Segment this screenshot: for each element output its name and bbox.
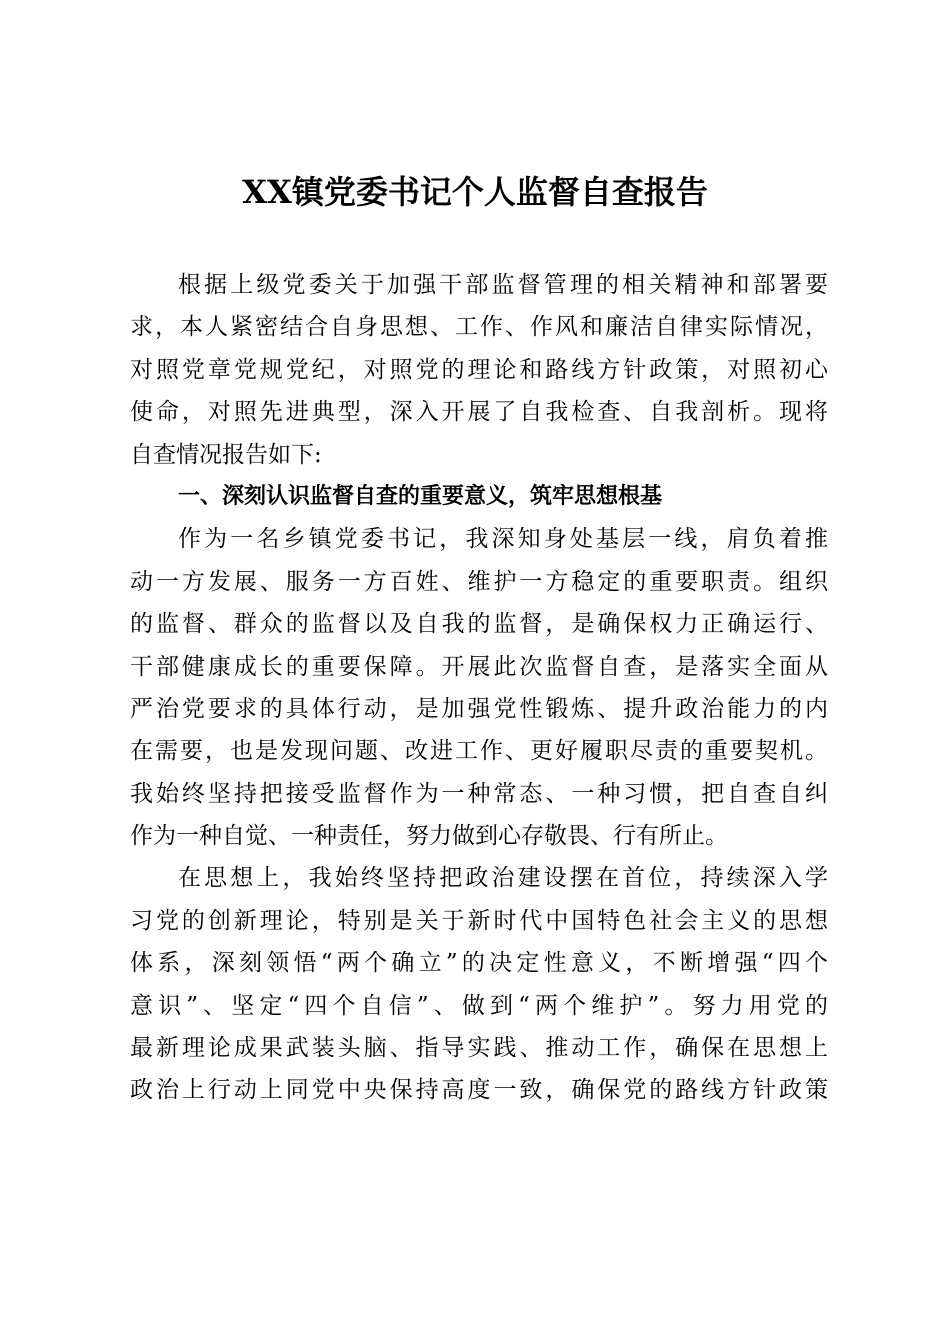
paragraph-3-line-6: 政治上行动上同党中央保持高度一致，确保党的路线方针政策 (130, 1077, 828, 1104)
paragraph-3-line-2: 习党的创新理论，特别是关于新时代中国特色社会主义的思想 (130, 907, 828, 934)
paragraph-2-line-3: 的监督、群众的监督以及自我的监督，是确保权力正确运行、 (130, 611, 828, 638)
paragraph-2-line-2: 动一方发展、服务一方百姓、维护一方稳定的重要职责。组织 (130, 568, 828, 595)
paragraph-3-line-4: 意识”、坚定“四个自信”、做到“两个维护”。努力用党的 (130, 992, 828, 1019)
paragraph-1-line-2: 求，本人紧密结合自身思想、工作、作风和廉洁自律实际情况， (130, 314, 828, 341)
paragraph-2-line-4: 干部健康成长的重要保障。开展此次监督自查，是落实全面从 (130, 653, 828, 680)
paragraph-1-line-1: 根据上级党委关于加强干部监督管理的相关精神和部署要 (178, 272, 828, 298)
paragraph-2-line-8: 作为一种自觉、一种责任，努力做到心存敬畏、行有所止。 (130, 823, 728, 850)
paragraph-1-line-4: 使命，对照先进典型，深入开展了自我检查、自我剖析。现将 (130, 399, 828, 426)
document-title: XX镇党委书记个人监督自查报告 (242, 173, 708, 211)
paragraph-3-line-1: 在思想上，我始终坚持把政治建设摆在首位，持续深入学 (178, 865, 828, 892)
paragraph-3-line-5: 最新理论成果武装头脑、指导实践、推动工作，确保在思想上 (130, 1035, 828, 1062)
paragraph-2-line-1: 作为一名乡镇党委书记，我深知身处基层一线，肩负着推 (178, 526, 828, 553)
paragraph-2-line-7: 我始终坚持把接受监督作为一种常态、一种习惯，把自查自纠 (130, 780, 828, 807)
paragraph-1-line-5: 自查情况报告如下: (130, 441, 322, 468)
paragraph-1-line-3: 对照党章党规党纪，对照党的理论和路线方针政策，对照初心 (130, 356, 828, 383)
paragraph-2-line-5: 严治党要求的具体行动，是加强党性锻炼、提升政治能力的内 (130, 695, 828, 722)
paragraph-2-line-6: 在需要，也是发现问题、改进工作、更好履职尽责的重要契机。 (130, 738, 828, 765)
document-body (130, 264, 828, 1112)
section-heading-1: 一、深刻认识监督自查的重要意义，筑牢思想根基 (178, 483, 663, 509)
paragraph-3-line-3: 体系，深刻领悟“两个确立”的决定性意义，不断增强“四个 (130, 950, 828, 977)
